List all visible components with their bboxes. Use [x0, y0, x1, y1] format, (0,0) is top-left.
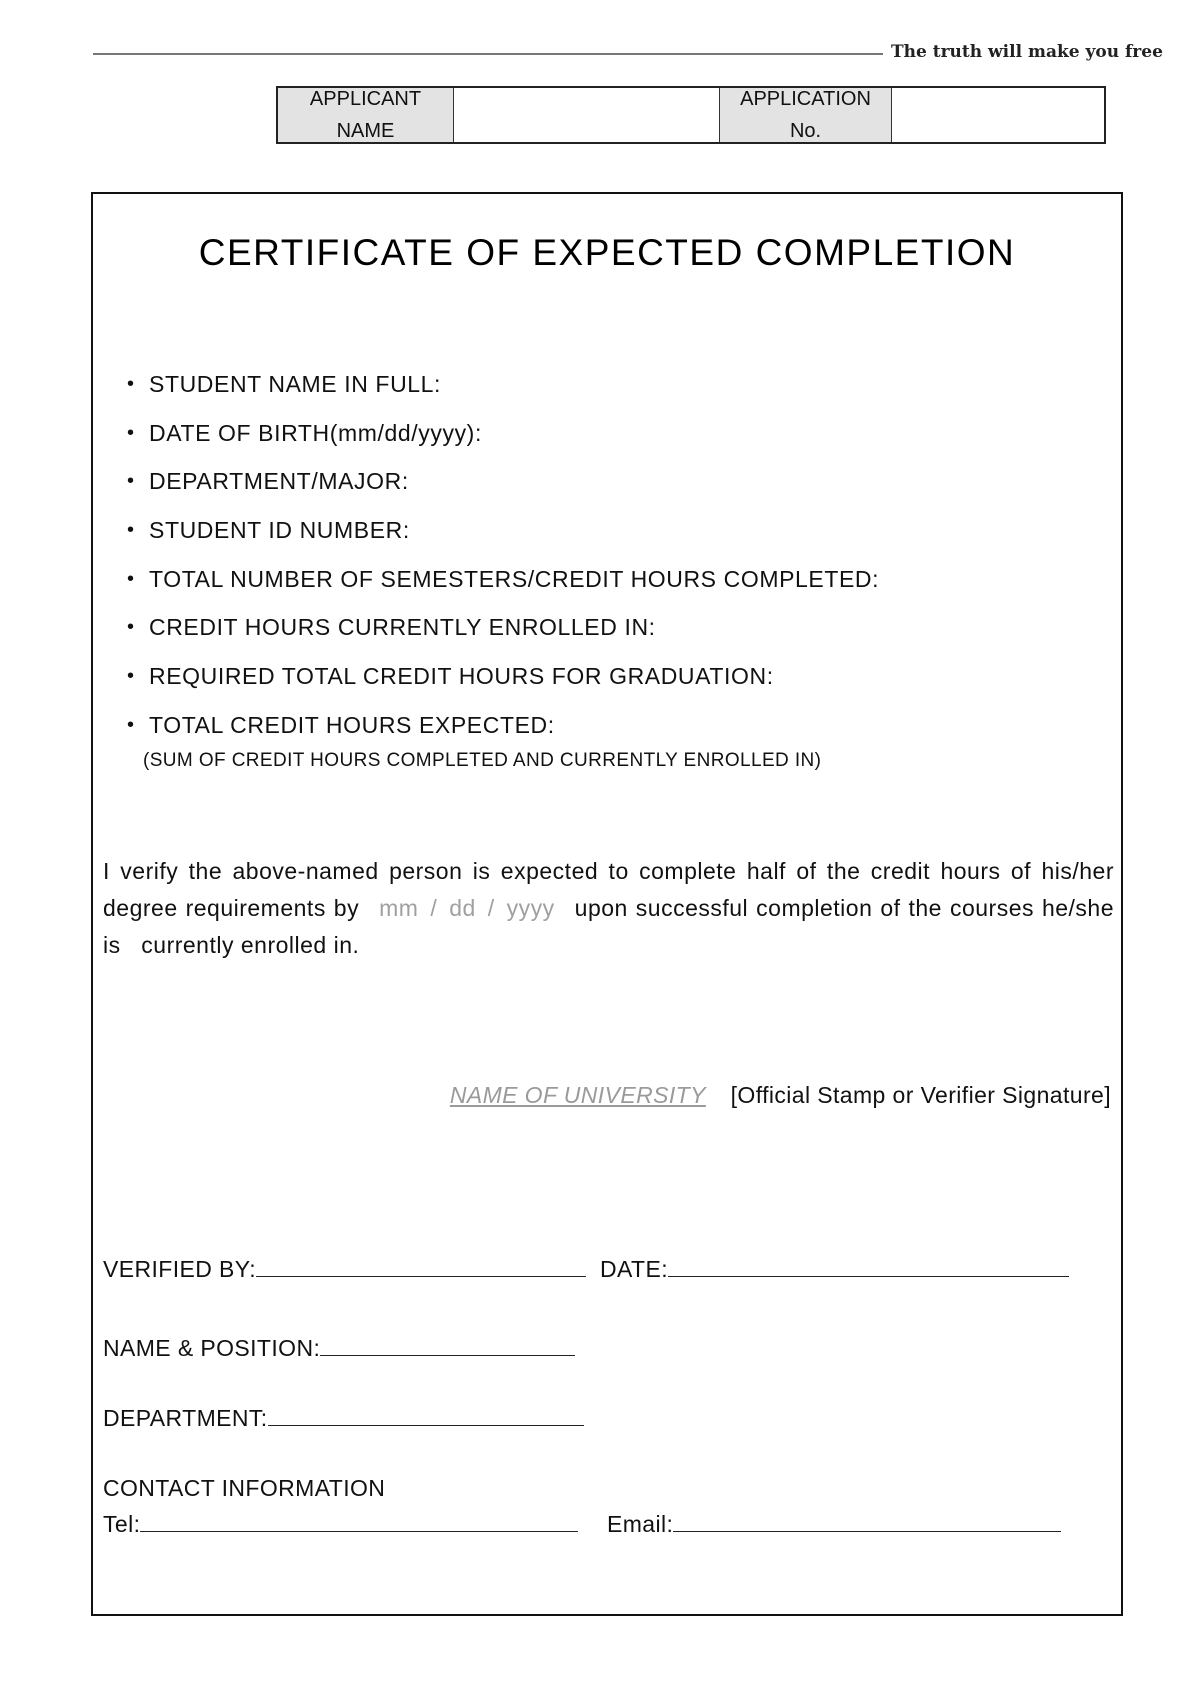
stamp-row: [450, 1082, 1111, 1109]
email-line: [607, 1509, 1061, 1538]
fields-note: (SUM OF CREDIT HOURS COMPLETED AND CURRENTLY ENROLLED IN): [143, 750, 822, 771]
application-no-label: APPLICATION No.: [719, 88, 891, 142]
contact-heading: CONTACT INFORMATION: [103, 1475, 386, 1501]
field-date-of-birth: • DATE OF BIRTH(mm/dd/yyyy):: [127, 409, 879, 458]
email-label: Email:: [607, 1511, 674, 1537]
student-fields-list: [127, 360, 879, 750]
tel-label: Tel:: [103, 1511, 141, 1537]
header-rule: [93, 53, 883, 55]
verified-by-line: [103, 1254, 586, 1283]
application-no-field[interactable]: [891, 88, 1104, 142]
field-required-credit-hours: • REQUIRED TOTAL CREDIT HOURS FOR GRADUATION:: [127, 652, 879, 701]
email-blank[interactable]: [673, 1509, 1061, 1532]
verified-by-label: VERIFIED BY:: [103, 1256, 257, 1282]
tel-line: [103, 1509, 578, 1538]
field-credit-hours-enrolled: • CREDIT HOURS CURRENTLY ENROLLED IN:: [127, 603, 879, 652]
statement-text-before: I verify the above-named person is expected to complete half of the credit hours of his/her degree requirements by: [103, 858, 1114, 921]
department-blank[interactable]: [268, 1403, 584, 1426]
applicant-name-field[interactable]: [453, 88, 719, 142]
field-semesters-completed: • TOTAL NUMBER OF SEMESTERS/CREDIT HOURS COMPLETED:: [127, 555, 879, 604]
date-line: [600, 1254, 1069, 1283]
applicant-name-label: APPLICANT NAME: [278, 88, 453, 142]
verified-by-blank[interactable]: [256, 1254, 586, 1277]
completion-date-placeholder[interactable]: mm / dd / yyyy: [379, 895, 555, 921]
department-label: DEPARTMENT:: [103, 1405, 268, 1431]
field-department-major: • DEPARTMENT/MAJOR:: [127, 457, 879, 506]
name-position-blank[interactable]: [320, 1333, 575, 1356]
date-blank[interactable]: [668, 1254, 1069, 1277]
application-table: [276, 86, 1106, 144]
university-name-placeholder[interactable]: NAME OF UNIVERSITY: [449, 1082, 706, 1108]
certificate-title: CERTIFICATE OF EXPECTED COMPLETION: [198, 232, 1016, 273]
certificate-frame: [91, 192, 1123, 1616]
header-motto: The truth will make you free: [891, 42, 1163, 62]
stamp-label: [Official Stamp or Verifier Signature]: [730, 1082, 1111, 1108]
date-label: DATE:: [600, 1256, 669, 1282]
statement-text-after: upon successful completion of the courses he/she is currently enrolled in.: [103, 895, 1115, 958]
verification-statement: [103, 853, 1114, 964]
name-position-label: NAME & POSITION:: [103, 1335, 321, 1361]
field-student-id: • STUDENT ID NUMBER:: [127, 506, 879, 555]
field-student-name: • STUDENT NAME IN FULL:: [127, 360, 879, 409]
tel-blank[interactable]: [140, 1509, 578, 1532]
field-total-credit-expected: • TOTAL CREDIT HOURS EXPECTED:: [127, 701, 879, 750]
name-position-line: [103, 1333, 575, 1362]
department-line: [103, 1403, 584, 1432]
